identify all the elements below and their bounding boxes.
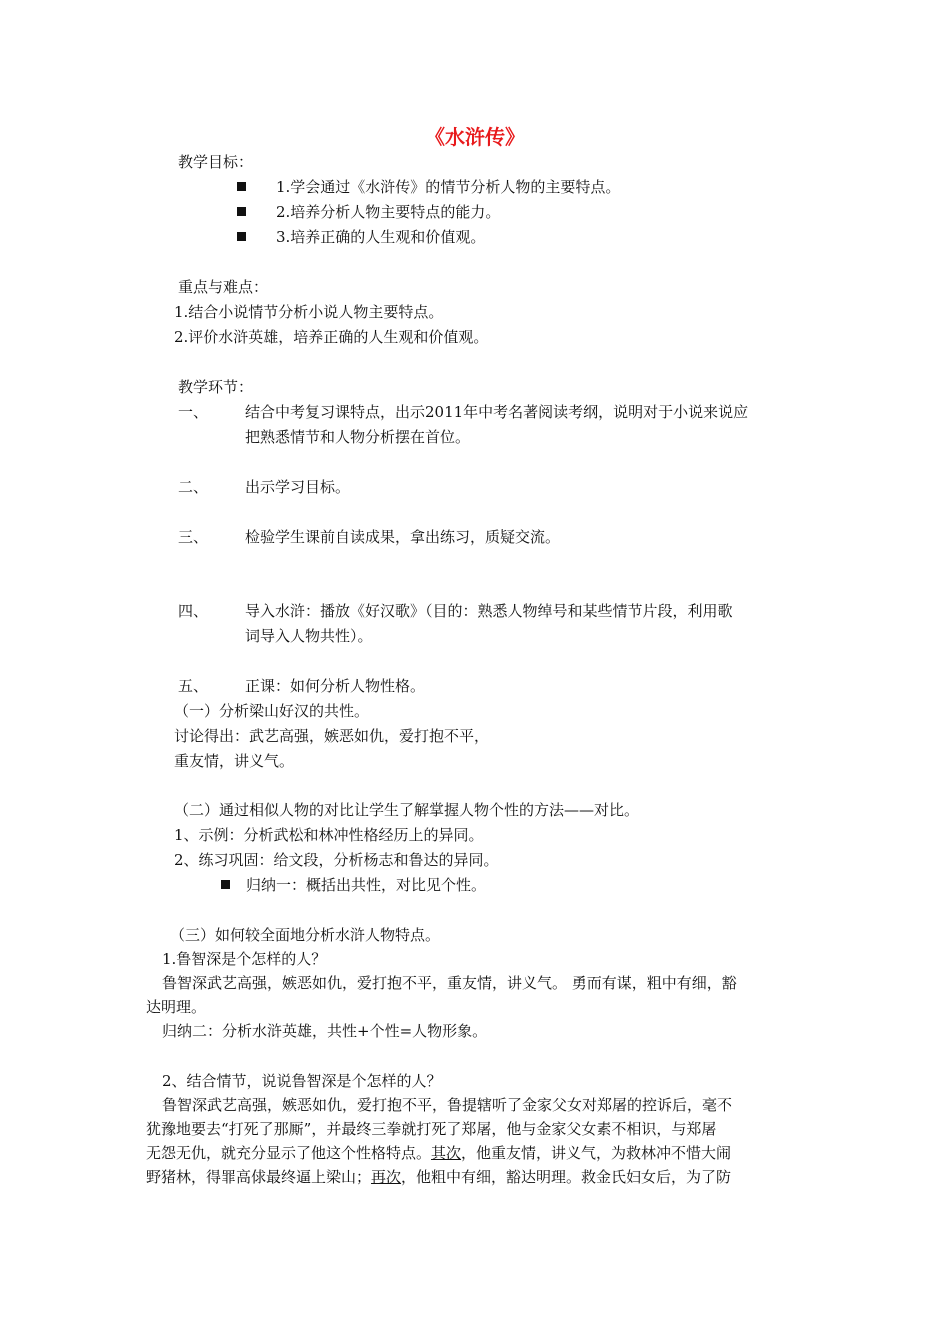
body-text: 2、练习巩固：给文段，分析杨志和鲁达的异同。	[174, 851, 499, 869]
body-text: 犹豫地要去“打死了那厮”，并最终三拳就打死了郑屠，他与金家父女素不相识，与郑屠	[146, 1120, 717, 1138]
step-text: 正课：如何分析人物性格。	[245, 677, 426, 695]
step-number: 三、	[178, 528, 209, 546]
step-text: 词导入人物共性）。	[245, 627, 373, 645]
objective-item: 1.学会通过《水浒传》的情节分析人物的主要特点。	[276, 178, 621, 196]
question-text: 2、结合情节，说说鲁智深是个怎样的人？	[162, 1072, 442, 1090]
document-title: 《水浒传》	[425, 125, 525, 149]
bullet-square-icon	[237, 232, 246, 241]
key-point-item: 2.评价水浒英雄，培养正确的人生观和价值观。	[174, 328, 489, 346]
step-text: 出示学习目标。	[245, 478, 351, 496]
bullet-square-icon	[221, 880, 230, 889]
key-point-item: 1.结合小说情节分析小说人物主要特点。	[174, 303, 444, 321]
step-text: 检验学生课前自读成果，拿出练习，质疑交流。	[245, 528, 561, 546]
body-text-segment: ，他重友情，讲义气，为救林冲不惜大闹	[461, 1144, 732, 1162]
body-text: 归纳一：概括出共性，对比见个性。	[246, 876, 487, 894]
bullet-square-icon	[237, 182, 246, 191]
question-text: 1.鲁智深是个怎样的人？	[162, 950, 327, 968]
step-number: 四、	[178, 602, 209, 620]
objective-item: 2.培养分析人物主要特点的能力。	[276, 203, 501, 221]
underlined-term: 再次	[371, 1168, 402, 1186]
step-text: 结合中考复习课特点，出示2011年中考名著阅读考纲，说明对于小说来说应	[245, 403, 749, 421]
part3-heading: （三）如何较全面地分析水浒人物特点。	[170, 926, 441, 944]
body-text: 鲁智深武艺高强，嫉恶如仇，爱打抱不平，重友情，讲义气。 勇而有谋，粗中有细，豁	[162, 974, 737, 992]
part1-heading: （一）分析梁山好汉的共性。	[174, 702, 370, 720]
body-text: 鲁智深武艺高强，嫉恶如仇，爱打抱不平，鲁提辖听了金家父女对郑屠的控诉后，毫不	[162, 1096, 733, 1114]
body-text	[146, 1167, 731, 1187]
objective-item: 3.培养正确的人生观和价值观。	[276, 228, 486, 246]
objectives-heading: 教学目标：	[178, 153, 254, 171]
body-text-segment: 无怨无仇，就充分显示了他这个性格特点。	[146, 1144, 432, 1162]
step-text: 把熟悉情节和人物分析摆在首位。	[245, 428, 471, 446]
step-number: 五、	[178, 677, 209, 695]
step-number: 一、	[178, 403, 209, 421]
key-points-heading: 重点与难点：	[178, 278, 269, 296]
body-text: 重友情，讲义气。	[174, 752, 295, 770]
part2-heading: （二）通过相似人物的对比让学生了解掌握人物个性的方法——对比。	[174, 801, 640, 819]
bullet-square-icon	[237, 207, 246, 216]
underlined-term: 其次	[431, 1144, 462, 1162]
body-text: 1、示例：分析武松和林冲性格经历上的异同。	[174, 826, 484, 844]
body-text	[146, 1143, 731, 1163]
body-text-segment: 野猪林，得罪高俅最终逼上梁山；	[146, 1168, 372, 1186]
body-text: 达明理。	[146, 998, 207, 1016]
body-text: 讨论得出：武艺高强，嫉恶如仇，爱打抱不平，	[174, 727, 490, 745]
body-text: 归纳二：分析水浒英雄，共性+个性=人物形象。	[162, 1022, 488, 1040]
body-text-segment: ，他粗中有细，豁达明理。救金氏妇女后，为了防	[401, 1168, 732, 1186]
steps-heading: 教学环节：	[178, 378, 254, 396]
step-text: 导入水浒：播放《好汉歌》（目的：熟悉人物绰号和某些情节片段，利用歌	[245, 602, 733, 620]
step-number: 二、	[178, 478, 209, 496]
